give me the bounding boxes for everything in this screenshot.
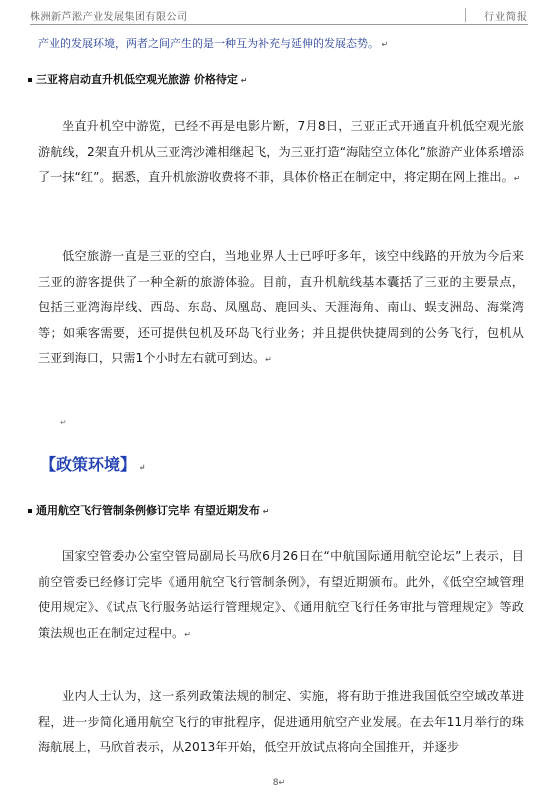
article-heading-aviation [28, 503, 269, 520]
bullet-icon [28, 509, 32, 513]
paragraph-mark-icon: ↵ [237, 76, 248, 85]
paragraph-mark-icon: ↵ [259, 507, 270, 516]
bullet-icon [28, 78, 32, 82]
article-heading-text: 三亚将启动直升机低空观光旅游 价格待定 [36, 73, 238, 86]
article-paragraph [38, 244, 524, 373]
section-title-text: 【政策环境】 [40, 455, 137, 474]
paragraph-mark-icon: ↵ [265, 355, 272, 364]
page-header [30, 6, 528, 25]
paragraph-mark-icon: ↵ [513, 174, 521, 183]
article-paragraph-text: 国家空管委办公室空管局副局长马欣6月26日在“中航国际通用航空论坛”上表示，目前空管委已经修订完毕《通用航空飞行管制条例》，有望近期颁布。此外，《低空空域管理使用规定》、《试点飞行服务站运行管理规定》、《通用航空飞行任务审批与管理规定》等政策法规也正在制定过程中。 [38, 549, 524, 640]
article-paragraph [38, 114, 524, 192]
article-paragraph-text: 低空旅游一直是三亚的空白，当地业界人士已呼吁多年，该空中线路的开放为今后来三亚的游客提供了一种全新的旅游体验。目前，直升机航线基本囊括了三亚的主要景点，包括三亚湾海岸线、西岛、东岛、凤凰岛、鹿回头、天涯海角、南山、蜈支洲岛、海棠湾等；如乘客需要，还可提供包机及环岛飞行业务；并且提供快捷周到的公务飞行，包机从三亚到海口，只需1个小时左右就可到达。 [38, 249, 524, 365]
article-paragraph-text: 业内人士认为，这一系列政策法规的制定、实施，将有助于推进我国低空空域改革进程，进一步简化通用航空飞行的审批程序，促进通用航空产业发展。在去年11月举行的珠海航展上，马欣首表示，从2013年开始，低空开放试点将向全国推开，并逐步 [38, 689, 524, 754]
paragraph-mark-icon: ↵ [60, 418, 67, 427]
paragraph-mark-icon: ↵ [184, 629, 191, 639]
paragraph-mark-icon: ↵ [136, 462, 146, 472]
paragraph-mark-icon: ↵ [278, 778, 286, 787]
article-heading-sanya [28, 72, 247, 89]
header-divider [465, 8, 466, 22]
continued-text-content: 产业的发展环境，两者之间产生的是一种互为补充与延伸的发展态势。 [38, 37, 379, 50]
company-name: 株洲新芦淞产业发展集团有限公司 [30, 12, 188, 23]
article-heading-text: 通用航空飞行管制条例修订完毕 有望近期发布 [36, 504, 260, 517]
page-number-text: 8 [272, 778, 279, 788]
article-paragraph [38, 544, 524, 647]
article-paragraph [38, 684, 524, 761]
section-title [40, 452, 146, 475]
page-number [0, 778, 558, 788]
report-category: 行业简报 [484, 12, 528, 23]
continued-text [38, 36, 528, 53]
paragraph-mark-icon: ↵ [379, 40, 389, 49]
article-paragraph-text: 坐直升机空中游览，已经不再是电影片断，7月8日，三亚正式开通直升机低空观光旅游航线，2架直升机从三亚湾沙滩相继起飞，为三亚打造“海陆空立体化”旅游产业体系增添了一抹“红”。据悉，直升机旅游收费将不菲，具体价格正在制定中，将定期在网上推出。 [38, 119, 524, 184]
